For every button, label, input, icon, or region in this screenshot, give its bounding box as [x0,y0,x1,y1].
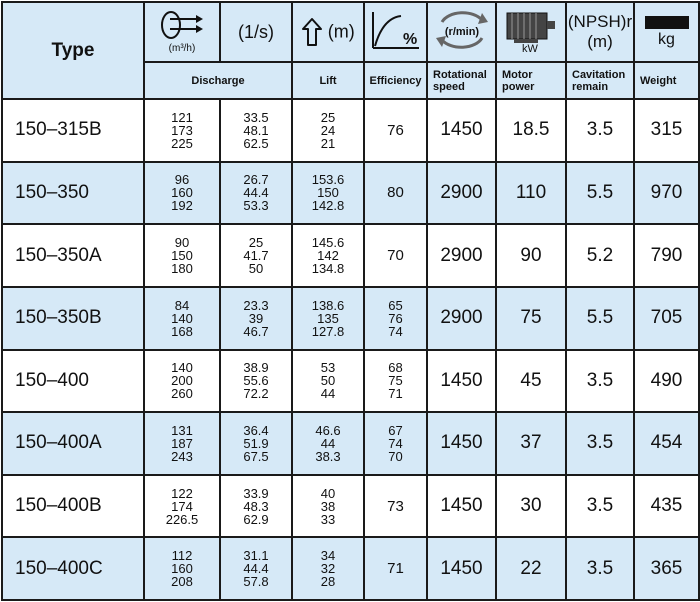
discharge-ls-value: 53.3 [243,198,269,214]
type-header: Type [2,2,144,99]
up-arrow-icon [301,17,323,47]
discharge-m3h-value: 173 [171,122,193,138]
discharge-m3h-value: 168 [171,323,193,339]
efficiency [364,350,427,413]
discharge-m3h-value: 180 [171,261,193,277]
discharge-m3h-value: 243 [171,448,193,464]
lift-value: 44 [320,386,336,402]
discharge-m3h-value: 90 [174,235,190,251]
rotational-speed: 1450 [427,99,496,162]
svg-text:(r/min): (r/min) [444,25,479,38]
discharge-ls [220,287,292,350]
discharge-m3h-value: 121 [171,109,193,125]
lift-value: 25 [320,109,336,125]
discharge-ls-value: 38.9 [243,360,269,376]
model-type: 150–400A [2,412,144,475]
discharge-m3h-value: 174 [171,498,193,514]
table-row [2,350,699,413]
discharge-m3h-value: 160 [171,185,193,201]
motor-power: 22 [496,537,566,600]
motor-power: 30 [496,475,566,538]
efficiency: 80 [364,162,427,225]
weight: 705 [634,287,699,350]
discharge-ls-value: 39 [248,310,264,326]
cavitation-remain: 3.5 [566,99,634,162]
weight: 790 [634,224,699,287]
cavitation-remain: 5.5 [566,287,634,350]
efficiency: 73 [364,475,427,538]
table-row [2,537,699,600]
rotational-speed: 1450 [427,350,496,413]
motor-power: 45 [496,350,566,413]
discharge-ls [220,537,292,600]
lift-value: 33 [320,511,336,527]
lift [292,99,364,162]
discharge-ls-value: 36.4 [243,422,269,438]
model-type: 150–350A [2,224,144,287]
cavitation-remain-label: Cavitation remain [566,62,634,99]
discharge-ls-unit: (1/s) [220,2,292,62]
cavitation-remain: 3.5 [566,350,634,413]
efficiency-value: 75 [388,373,403,389]
weight: 970 [634,162,699,225]
efficiency-value: 74 [388,323,403,339]
discharge-ls [220,350,292,413]
lift-label: Lift [292,62,364,99]
weight: 365 [634,537,699,600]
weight: 490 [634,350,699,413]
header-icon-row [2,2,699,62]
discharge-ls [220,99,292,162]
efficiency-value: 70 [388,448,403,464]
lift-value: 32 [320,561,336,577]
table-row [2,162,699,225]
speed-header [427,2,496,62]
motor-power: 18.5 [496,99,566,162]
lift-value: 142 [317,248,339,264]
lift-value: 28 [320,574,336,590]
lift-value: 150 [317,185,339,201]
lift-value: 38.3 [315,448,341,464]
discharge-ls-value: 62.5 [243,135,269,151]
lift [292,537,364,600]
discharge-ls-value: 46.7 [243,323,269,339]
lift-value: 50 [320,373,336,389]
discharge-ls-value: 48.3 [243,498,269,514]
weight-header [634,2,699,62]
lift-value: 34 [320,548,336,564]
discharge-ls [220,475,292,538]
efficiency-value: 76 [388,310,403,326]
model-type: 150–400 [2,350,144,413]
efficiency-value: 65 [388,297,403,313]
model-type: 150–400C [2,537,144,600]
lift-value: 44 [320,435,336,451]
npsh-unit-top: (NPSH)r [567,12,633,31]
discharge-ls [220,412,292,475]
table-row [2,412,699,475]
rotational-speed: 1450 [427,475,496,538]
weight-unit: kg [658,30,675,48]
motor-power: 90 [496,224,566,287]
discharge-ls-value: 62.9 [243,511,269,527]
efficiency-label: Efficiency [364,62,427,99]
discharge-m3h [144,287,220,350]
discharge-m3h-value: 260 [171,386,193,402]
lift-value: 145.6 [311,235,345,251]
discharge-m3h-value: 187 [171,435,193,451]
lift-value: 24 [320,122,336,138]
cavitation-remain: 3.5 [566,537,634,600]
lift-value: 38 [320,498,336,514]
discharge-m3h-value: 160 [171,561,193,577]
table-row [2,475,699,538]
table-row [2,224,699,287]
lift-value: 21 [320,135,336,151]
lift-value: 53 [320,360,336,376]
efficiency [364,287,427,350]
discharge-ls-value: 44.4 [243,561,269,577]
discharge-m3h-value: 150 [171,248,193,264]
discharge-m3h-value: 84 [174,297,190,313]
discharge-m3h-value: 112 [171,548,193,564]
discharge-ls-value: 50 [248,261,264,277]
discharge-m3h-value: 200 [171,373,193,389]
discharge-m3h [144,224,220,287]
discharge-ls [220,162,292,225]
discharge-m3h-value: 131 [171,422,193,438]
discharge-m3h [144,537,220,600]
discharge-m3h [144,162,220,225]
efficiency-curve-icon [369,8,423,52]
cavitation-remain: 3.5 [566,412,634,475]
efficiency: 70 [364,224,427,287]
lift-value: 153.6 [311,172,345,188]
lift [292,287,364,350]
cavitation-remain: 3.5 [566,475,634,538]
power-header [496,2,566,62]
efficiency-value: 68 [388,360,403,376]
discharge-m3h-value: 192 [171,198,193,214]
efficiency-value: 74 [388,435,403,451]
flow-icon [160,10,204,40]
motor-power-label: Motor power [496,62,566,99]
motor-power: 37 [496,412,566,475]
discharge-m3h [144,475,220,538]
svg-text:%: % [402,30,417,48]
discharge-m3h-value: 140 [171,360,193,376]
rotational-speed-label: Rotational speed [427,62,496,99]
discharge-m3h [144,99,220,162]
lift-value: 138.6 [311,297,345,313]
discharge-ls-value: 48.1 [243,122,269,138]
discharge-m3h-header [144,2,220,62]
discharge-m3h-value: 226.5 [165,511,199,527]
lift [292,224,364,287]
discharge-ls-value: 23.3 [243,297,269,313]
rotational-speed: 1450 [427,537,496,600]
lift-value: 127.8 [311,323,345,339]
discharge-ls-value: 44.4 [243,185,269,201]
cavitation-remain: 5.5 [566,162,634,225]
cavitation-remain: 5.2 [566,224,634,287]
discharge-ls-value: 55.6 [243,373,269,389]
lift-value: 135 [317,310,339,326]
lift [292,350,364,413]
weight-label: Weight [634,62,699,99]
pump-spec-table [1,1,700,601]
discharge-ls-value: 72.2 [243,386,269,402]
table-row [2,287,699,350]
rotational-speed: 2900 [427,287,496,350]
weight: 315 [634,99,699,162]
efficiency: 71 [364,537,427,600]
lift-value: 142.8 [311,198,345,214]
discharge-m3h [144,412,220,475]
discharge-ls-value: 31.1 [243,548,269,564]
motor-power: 110 [496,162,566,225]
table-row [2,99,699,162]
rotational-speed: 1450 [427,412,496,475]
discharge-ls-value: 41.7 [243,248,269,264]
rotational-speed: 2900 [427,224,496,287]
discharge-ls [220,224,292,287]
lift-header [292,2,364,62]
weight-block-icon [645,16,689,29]
efficiency: 76 [364,99,427,162]
model-type: 150–315B [2,99,144,162]
discharge-m3h-value: 96 [174,172,190,188]
discharge-ls-value: 57.8 [243,574,269,590]
table-body [2,99,699,600]
weight: 454 [634,412,699,475]
discharge-m3h-value: 225 [171,135,193,151]
lift [292,475,364,538]
lift [292,162,364,225]
discharge-ls-value: 25 [248,235,264,251]
motor-icon [504,7,558,53]
discharge-ls-value: 33.5 [243,109,269,125]
lift [292,412,364,475]
lift-value: 134.8 [311,261,345,277]
model-type: 150–350B [2,287,144,350]
lift-value: 46.6 [315,422,341,438]
discharge-m3h-value: 140 [171,310,193,326]
efficiency-value: 71 [388,386,403,402]
model-type: 150–350 [2,162,144,225]
motor-power: 75 [496,287,566,350]
discharge-m3h-unit: (m³/h) [168,43,196,54]
discharge-ls-value: 33.9 [243,485,269,501]
discharge-m3h-value: 208 [171,574,193,590]
discharge-m3h-value: 122 [171,485,193,501]
npsh-header [566,2,634,62]
discharge-ls-value: 51.9 [243,435,269,451]
discharge-ls-value: 26.7 [243,172,269,188]
discharge-m3h [144,350,220,413]
lift-value: 40 [320,485,336,501]
efficiency-value: 67 [388,422,403,438]
rotation-icon [432,8,492,52]
svg-text:kW: kW [522,42,538,53]
discharge-label: Discharge [144,62,292,99]
weight: 435 [634,475,699,538]
efficiency [364,412,427,475]
lift-unit: (m) [327,21,355,42]
rotational-speed: 2900 [427,162,496,225]
efficiency-header [364,2,427,62]
npsh-unit-bottom: (m) [587,32,613,51]
model-type: 150–400B [2,475,144,538]
discharge-ls-value: 67.5 [243,448,269,464]
